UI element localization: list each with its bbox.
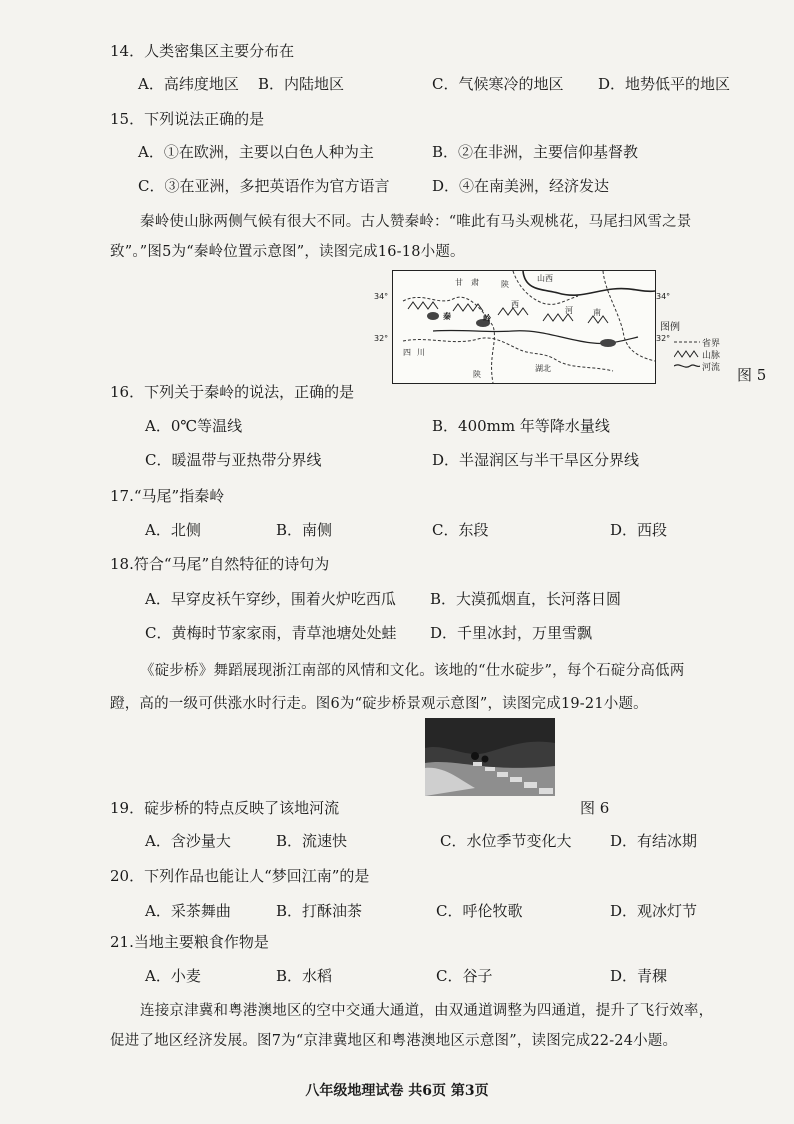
- q21-option-c: C．谷子: [436, 967, 493, 985]
- question-18-stem: 18.符合“马尾”自然特征的诗句为: [110, 555, 330, 573]
- question-16-stem: 16．下列关于秦岭的说法，正确的是: [110, 383, 355, 401]
- legend-label-border: 省界: [701, 338, 720, 349]
- qinling-location-map: [392, 270, 656, 384]
- intro-airway-line2: 促进了地区经济发展。图7为“京津冀地区和粤港澳地区示意图”，读图完成22-24小题。: [110, 1033, 678, 1049]
- map-label-su: 肃: [471, 278, 479, 287]
- q15-option-d: D．④在南美洲，经济发达: [432, 177, 610, 195]
- map-label-xi: 西: [511, 300, 519, 309]
- map-label-qin: 秦: [443, 312, 451, 321]
- q15-option-a: A．①在欧洲，主要以白色人种为主: [138, 143, 374, 161]
- bridge-photo-drawing: [425, 718, 555, 796]
- legend-label-mountain: 山脉: [701, 350, 720, 361]
- q14-option-c: C．气候寒冷的地区: [432, 75, 564, 93]
- q20-option-a: A．采茶舞曲: [145, 902, 231, 920]
- mountain-shade-3: [600, 339, 616, 347]
- figure-5-label: 图 5: [737, 366, 767, 384]
- question-21-stem: 21.当地主要粮食作物是: [110, 933, 269, 951]
- intro-qinling-line1: 秦岭使山脉两侧气候有很大不同。古人赞秦岭：“唯此有马头观桃花，马尾扫风雪之景: [140, 214, 692, 230]
- q19-option-d: D．有结冰期: [610, 832, 698, 850]
- q21-option-d: D．青稞: [610, 967, 668, 985]
- mountain-shade-1: [427, 312, 439, 320]
- q18-option-c: C．黄梅时节家家雨，青草池塘处处蛙: [145, 624, 397, 642]
- map-label-shaan: 陕: [501, 280, 509, 289]
- province-border-south: [403, 338, 613, 371]
- q16-option-d: D．半湿润区与半干旱区分界线: [432, 451, 640, 469]
- q15-option-c: C．③在亚洲，多把英语作为官方语言: [138, 177, 390, 195]
- map-lat-label-34-right: 34°: [656, 292, 671, 301]
- map-label-hubei: 湖北: [535, 364, 551, 373]
- q14-option-d: D．地势低平的地区: [598, 75, 731, 93]
- question-19-stem: 19．碇步桥的特点反映了该地河流: [110, 799, 340, 817]
- mountain-legend-icon: [674, 350, 700, 358]
- q20-option-b: B．打酥油茶: [276, 902, 363, 920]
- province-border-legend-icon: [674, 339, 700, 345]
- qinling-mountains: [408, 302, 608, 323]
- map-label-gan: 甘: [455, 278, 463, 287]
- q17-option-d: D．西段: [610, 521, 668, 539]
- legend-label-river: 河流: [701, 362, 720, 373]
- legend-row-river: [660, 360, 720, 372]
- figure-6-label: 图 6: [580, 799, 610, 817]
- intro-dingbuqiao-line2: 蹬，高的一级可供涨水时行走。图6为“碇步桥景观示意图”，读图完成19-21小题。: [110, 696, 648, 712]
- page-footer: 八年级地理试卷 共6页 第3页: [305, 1083, 489, 1099]
- question-14-stem: 14．人类密集区主要分布在: [110, 42, 295, 60]
- river-legend-icon: [674, 362, 700, 370]
- q17-option-a: A．北侧: [145, 521, 201, 539]
- map-label-si: 四: [403, 348, 411, 357]
- map-label-nan: 南: [593, 308, 601, 317]
- q14-option-a: A．高纬度地区: [138, 75, 239, 93]
- map-label-shaan-south: 陕: [473, 370, 481, 379]
- intro-airway-line1: 连接京津冀和粤港澳地区的空中交通大通道，由双通道调整为四通道，提升了飞行效率，: [140, 1003, 714, 1019]
- question-20-stem: 20．下列作品也能让人“梦回江南”的是: [110, 867, 370, 885]
- q18-option-b: B．大漠孤烟直，长河落日圆: [430, 590, 622, 608]
- q19-option-c: C．水位季节变化大: [440, 832, 572, 850]
- q21-option-b: B．水稻: [276, 967, 333, 985]
- map-lat-label-32-right: 32°: [656, 334, 671, 343]
- q21-option-a: A．小麦: [145, 967, 201, 985]
- map-lat-label-32-left: 32°: [374, 334, 389, 343]
- dingbu-bridge-photo: [425, 718, 555, 796]
- q16-option-b: B．400mm 年等降水量线: [432, 417, 610, 435]
- legend-row-mountain: [660, 348, 720, 360]
- map-label-shanxi: 山西: [537, 274, 553, 283]
- intro-qinling-line2: 致”。”图5为“秦岭位置示意图”，读图完成16-18小题。: [110, 244, 465, 260]
- q18-option-d: D．千里冰封，万里雪飘: [430, 624, 593, 642]
- q19-option-b: B．流速快: [276, 832, 348, 850]
- q16-option-a: A．0℃等温线: [145, 417, 243, 435]
- q20-option-c: C．呼伦牧歌: [436, 902, 523, 920]
- q17-option-c: C．东段: [432, 521, 489, 539]
- province-border-henan: [603, 271, 655, 361]
- q20-option-d: D．观冰灯节: [610, 902, 698, 920]
- q17-option-b: B．南侧: [276, 521, 333, 539]
- map-legend: [660, 318, 720, 372]
- legend-row-border: [660, 336, 720, 348]
- map-label-chuan: 川: [417, 348, 425, 357]
- question-15-stem: 15．下列说法正确的是: [110, 110, 265, 128]
- map-label-he: 河: [565, 306, 573, 315]
- q16-option-c: C．暖温带与亚热带分界线: [145, 451, 322, 469]
- legend-title: 图例: [660, 322, 680, 333]
- map-drawing: [393, 271, 655, 383]
- q19-option-a: A．含沙量大: [145, 832, 231, 850]
- map-label-ling: 岭: [483, 314, 491, 323]
- q14-option-b: B．内陆地区: [258, 75, 345, 93]
- question-17-stem: 17.“马尾”指秦岭: [110, 487, 225, 505]
- q18-option-a: A．早穿皮袄午穿纱，围着火炉吃西瓜: [145, 590, 396, 608]
- intro-dingbuqiao-line1: 《碇步桥》舞蹈展现浙江南部的风情和文化。该地的“仕水碇步”，每个石碇分高低两: [140, 663, 685, 679]
- q15-option-b: B．②在非洲，主要信仰基督教: [432, 143, 639, 161]
- map-lat-label-34-left: 34°: [374, 292, 389, 301]
